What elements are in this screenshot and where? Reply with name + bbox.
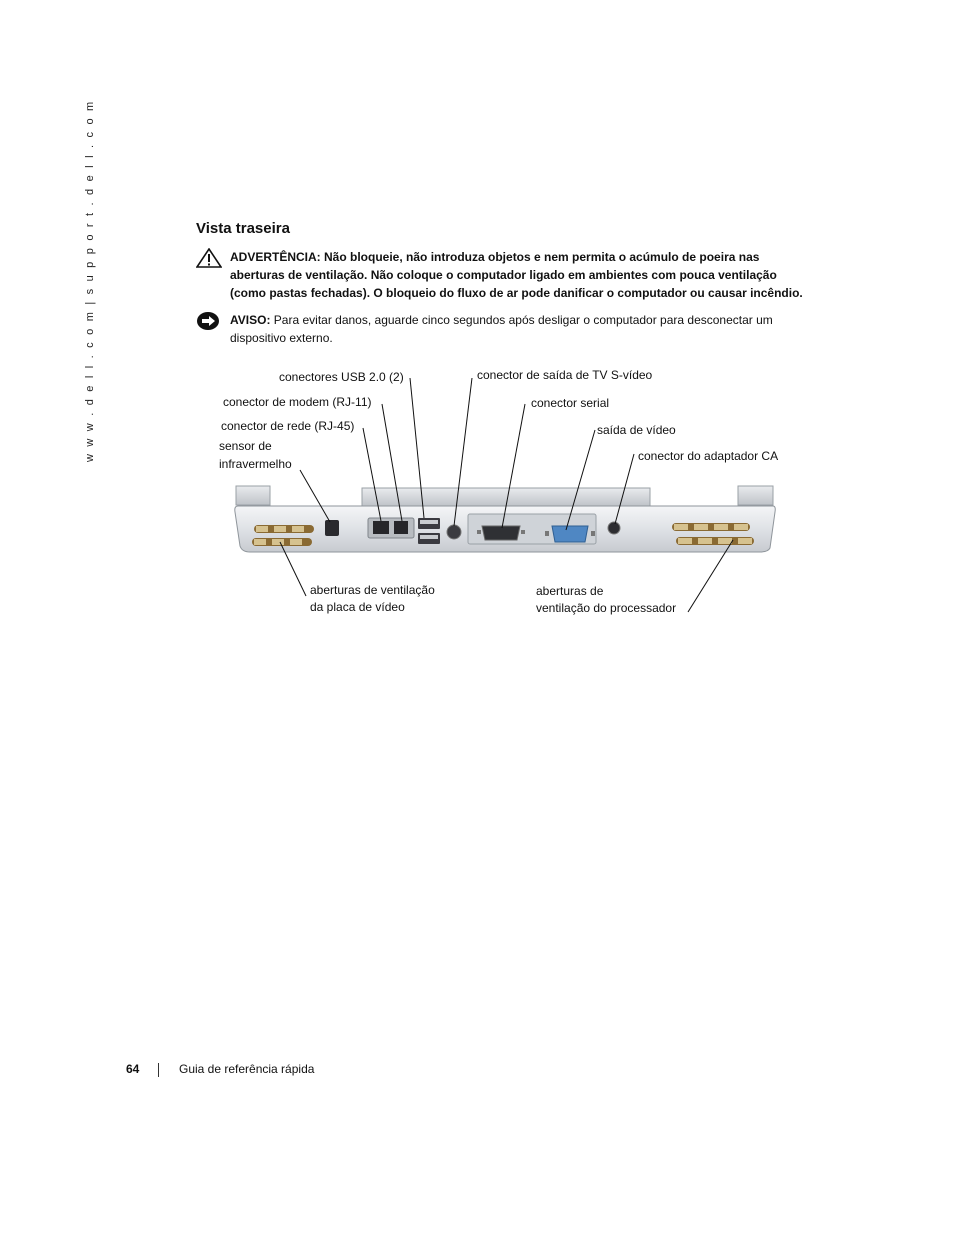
callout-serial: conector serial (531, 396, 610, 410)
warning-triangle-icon (196, 248, 222, 273)
serial-port (477, 526, 525, 540)
cpu-vents (672, 523, 754, 545)
callout-video: saída de vídeo (597, 423, 676, 437)
page-number: 64 (126, 1062, 140, 1076)
callout-svideo: conector de saída de TV S-vídeo (477, 368, 653, 382)
callout-ac: conector do adaptador CA (638, 449, 779, 463)
sidebar-url: w w w . d e l l . c o m | s u p p o r t . d e l l . c o m (84, 99, 96, 462)
callout-cpu-vents-line2: ventilação do processador (536, 601, 677, 615)
footer-title: Guia de referência rápida (179, 1062, 315, 1076)
callout-usb: conectores USB 2.0 (2) (279, 370, 404, 384)
aviso-notice (196, 311, 816, 347)
warning-label: ADVERTÊNCIA: (230, 250, 321, 264)
callout-infrared-line1: sensor de (219, 439, 272, 453)
warning-notice (196, 248, 816, 302)
aviso-text: Para evitar danos, aguarde cinco segundos após desligar o computador para desconectar um dispositivo externo. (230, 313, 773, 345)
callout-infrared-line2: infravermelho (219, 457, 292, 471)
callout-cpu-vents-line1: aberturas de (536, 584, 604, 598)
warning-text: Não bloqueie, não introduza objetos e nem permita o acúmulo de poeira nas aberturas de ventilação. Não coloque o computador ligado em ambientes com pouca ventilação (como pastas fechadas). O bloqueio do fluxo de ar pode danificar o computador ou causar incêndio. (230, 250, 803, 300)
callout-lines (280, 378, 733, 612)
usb-ports (418, 518, 440, 544)
network-modem-ports (368, 518, 414, 538)
footer-divider (158, 1063, 159, 1077)
callout-gpu-vents-line2: da placa de vídeo (310, 600, 405, 614)
laptop-lid (236, 486, 773, 506)
video-port (545, 526, 595, 542)
gpu-vents (252, 525, 314, 546)
section-title: Vista traseira (196, 220, 290, 237)
ac-adapter-port (608, 522, 620, 534)
infrared-sensor (325, 520, 339, 536)
aviso-label: AVISO: (230, 313, 271, 327)
notice-arrow-icon (196, 311, 220, 336)
callout-modem: conector de modem (RJ-11) (223, 395, 372, 409)
callout-gpu-vents-line1: aberturas de ventilação (310, 583, 435, 597)
svideo-port (447, 525, 461, 539)
callout-network: conector de rede (RJ-45) (221, 419, 355, 433)
laptop-body (235, 506, 775, 552)
